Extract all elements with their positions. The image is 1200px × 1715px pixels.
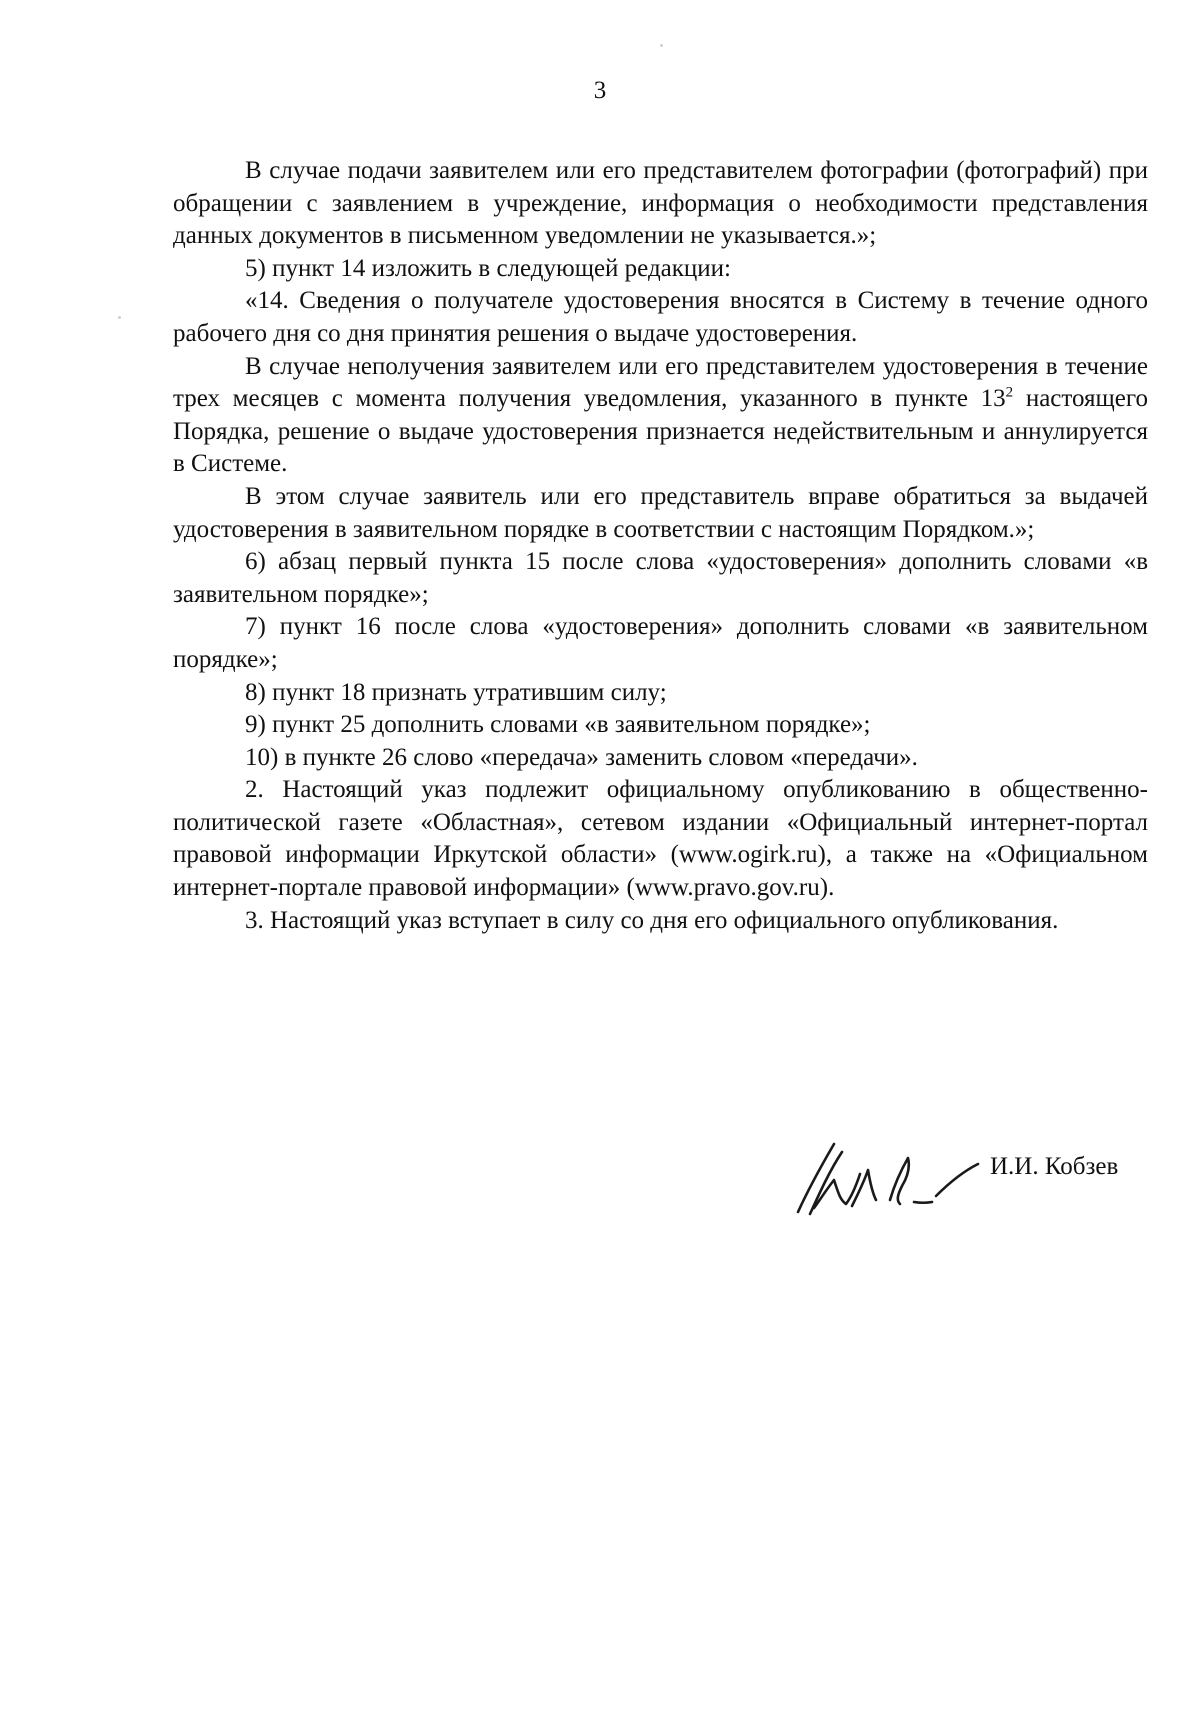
scan-artifact	[118, 316, 121, 319]
superscript-reference: 2	[1005, 384, 1014, 401]
paragraph-item-7: 7) пункт 16 после слова «удостоверения» дополнить словами «в заявительном порядке»;	[173, 613, 1148, 673]
paragraph-photo-notice: В случае подачи заявителем или его представителем фотографии (фотографий) при обращении с заявлением в учреждение, информация о необходимости представления данных документов в письменном уведомлении не указывается.»;	[173, 157, 1148, 250]
paragraph-item-10: 10) в пункте 26 слово «передача» заменить словом «передачи».	[245, 743, 918, 771]
paragraph-entry-into-force: 3. Настоящий указ вступает в силу со дня его официального опубликования.	[245, 906, 1059, 934]
signature-block	[790, 1130, 1160, 1230]
paragraph-item-9: 9) пункт 25 дополнить словами «в заявительном порядке»;	[245, 711, 871, 739]
paragraph-item-6: 6) абзац первый пункта 15 после слова «удостоверения» дополнить словами «в заявительном порядке»;	[173, 548, 1148, 608]
paragraph-item-8: 8) пункт 18 признать утратившим силу;	[245, 678, 667, 706]
handwritten-signature	[790, 1130, 990, 1230]
signer-name: И.И. Кобзев	[990, 1153, 1119, 1180]
scan-artifact	[660, 44, 663, 47]
page-number: 3	[593, 77, 607, 104]
paragraph-non-receipt-end: настоящего Порядка, решение о выдаче удостоверения признается недействительным и аннулируется в Системе.	[173, 385, 1148, 478]
paragraph-item-5: 5) пункт 14 изложить в следующей редакции:	[245, 254, 731, 282]
paragraph-right-to-apply: В этом случае заявитель или его представитель вправе обратиться за выдачей удостоверения в заявительном порядке в соответствии с настоящим Порядком.»;	[173, 482, 1148, 543]
paragraph-non-receipt	[173, 351, 1148, 481]
paragraph-clause-14: «14. Сведения о получателе удостоверения вносятся в Систему в течение одного рабочего дня со дня принятия решения о выдаче удостоверения.	[173, 287, 1148, 347]
paragraph-publication: 2. Настоящий указ подлежит официальному опубликованию в общественно-политической газете «Областная», сетевом издании «Официальный интернет-портал правовой информации Иркутской области» (www.ogirk.ru), а также на «Официальном интернет-портале правовой информации» (www.pravo.gov.ru).	[173, 776, 1148, 902]
document-body	[173, 155, 1148, 937]
paragraph-non-receipt-start: В случае неполучения заявителем или его представителем удостоверения в течение трех месяцев с момента получения уведомления, указанного в пункте 13	[173, 352, 1148, 413]
